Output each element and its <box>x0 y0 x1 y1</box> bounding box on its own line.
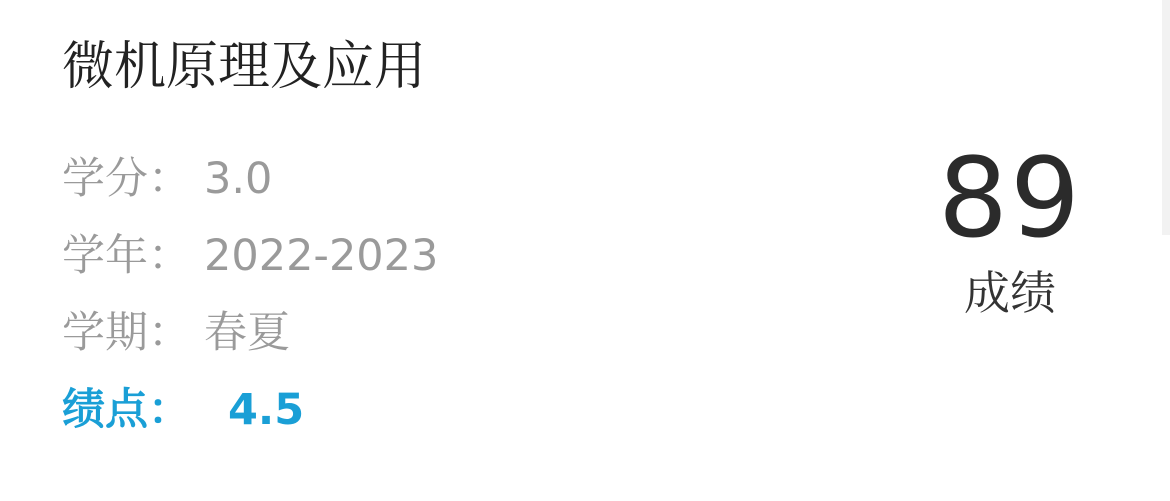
score-value: 89 <box>938 134 1082 262</box>
credit-label: 学分： <box>62 154 191 204</box>
credit-value: 3.0 <box>204 154 273 204</box>
term-value: 春夏 <box>204 308 290 358</box>
credit-row <box>62 153 272 205</box>
grade-point-label: 绩点： <box>62 385 191 435</box>
grade-point-value: 4.5 <box>228 385 305 435</box>
score-label: 成绩 <box>964 266 1056 320</box>
course-title: 微机原理及应用 <box>62 37 427 97</box>
scroll-indicator <box>1162 0 1170 235</box>
academic-year-row <box>62 230 438 282</box>
term-label: 学期： <box>62 308 191 358</box>
term-row <box>62 307 290 359</box>
academic-year-value: 2022-2023 <box>204 231 439 281</box>
academic-year-label: 学年： <box>62 231 191 281</box>
score-box <box>930 134 1090 320</box>
grade-point-row <box>62 384 304 436</box>
